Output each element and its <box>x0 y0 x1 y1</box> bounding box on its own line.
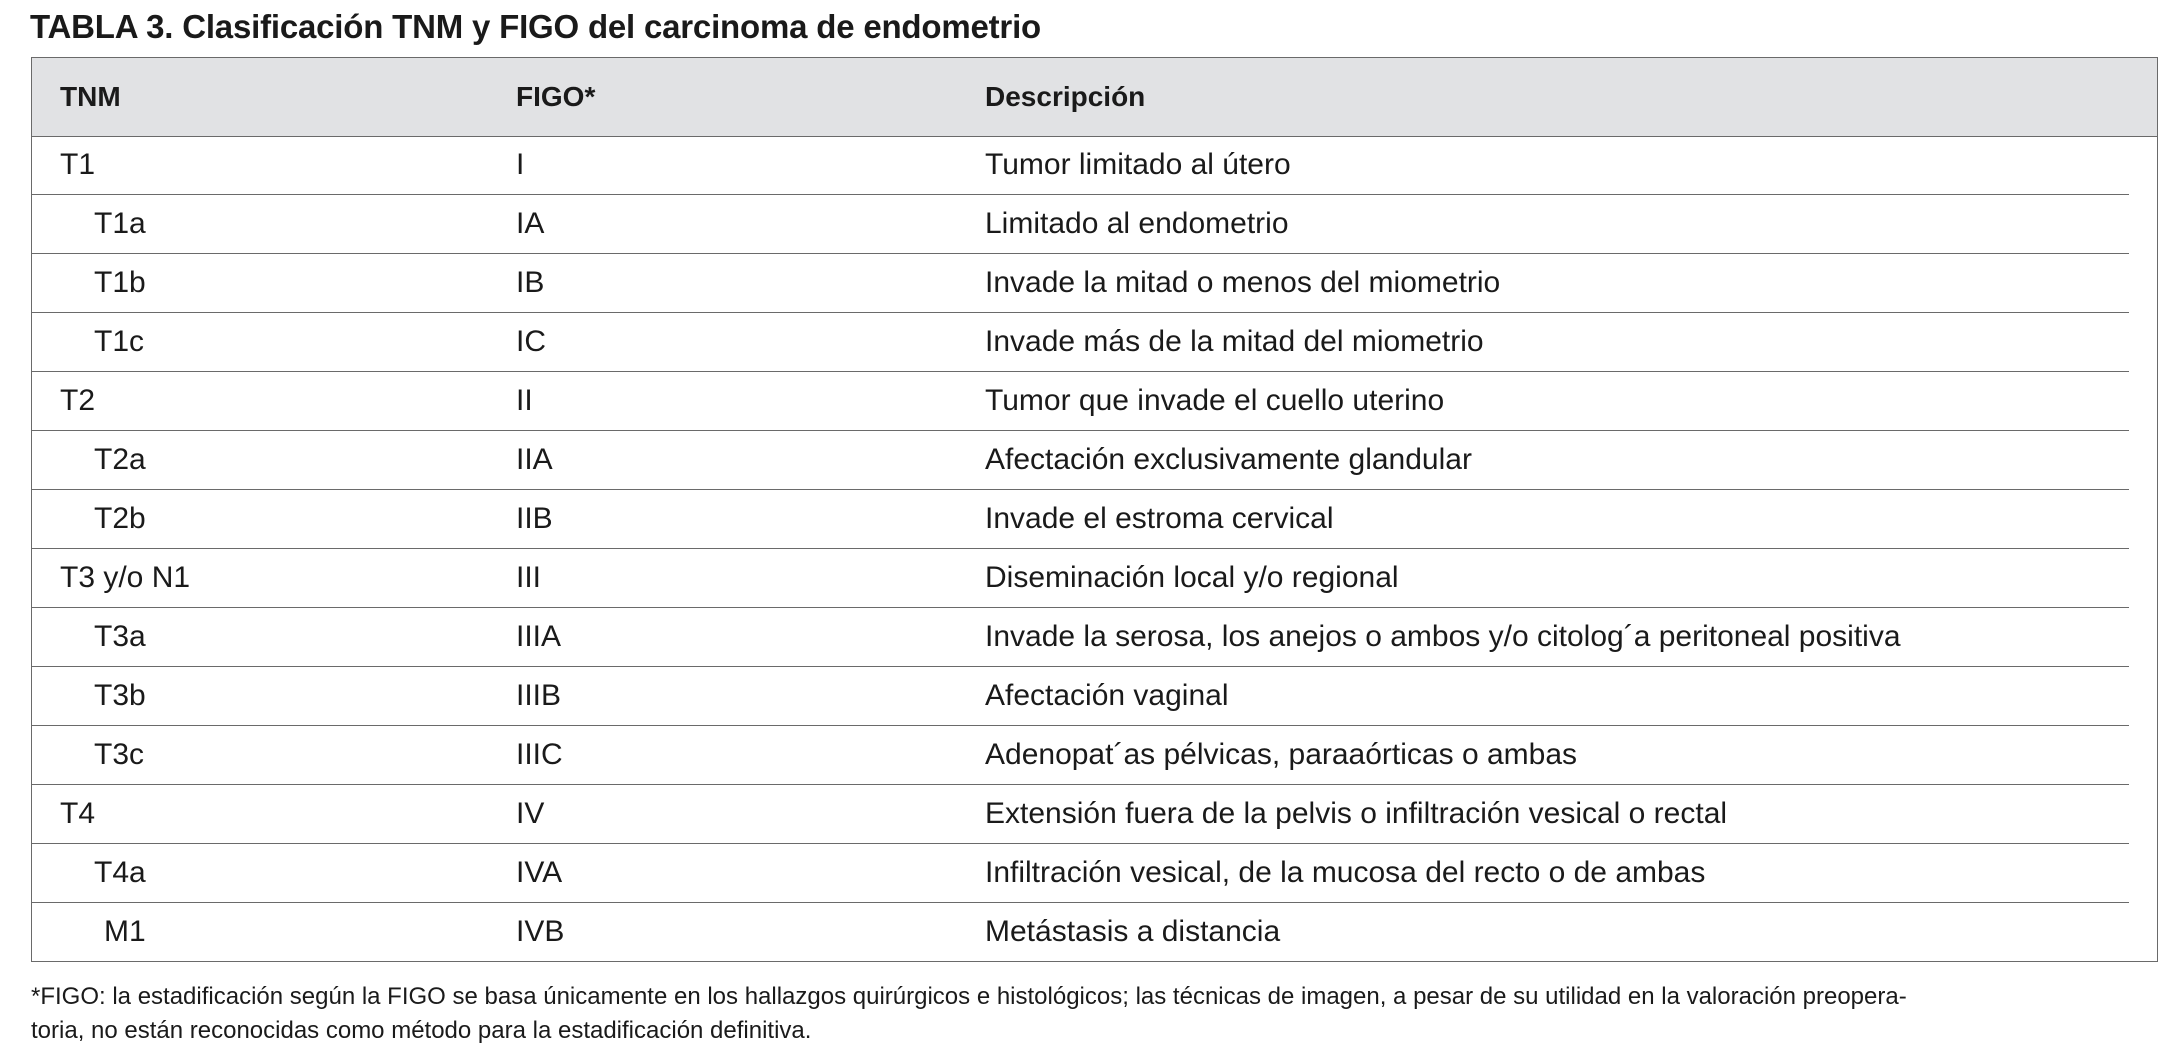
cell-figo: III <box>516 561 542 594</box>
table-title: TABLA 3. Clasificación TNM y FIGO del carcinoma de endometrio <box>30 8 1041 45</box>
cell-descripcion: Limitado al endometrio <box>985 207 1289 240</box>
table-row <box>32 313 2129 372</box>
cell-figo: IIIB <box>516 679 562 712</box>
cell-figo: II <box>516 384 533 417</box>
table-footnote <box>31 980 2158 1048</box>
cell-tnm: T1a <box>94 207 146 240</box>
table-row <box>32 372 2129 431</box>
cell-descripcion: Tumor limitado al útero <box>985 148 1291 181</box>
cell-tnm: T4a <box>94 856 146 889</box>
cell-tnm: T1 <box>60 148 96 181</box>
cell-tnm: M1 <box>104 915 146 948</box>
footnote-line-1: *FIGO: la estadificación según la FIGO se basa únicamente en los hallazgos quirúrgicos e histológicos; las técnicas de imagen, a pesar de su utilidad en la valoración preopera- <box>31 983 1907 1010</box>
cell-figo: IC <box>516 325 546 358</box>
cell-figo: IIIC <box>516 738 563 771</box>
cell-figo: IIA <box>516 443 553 476</box>
footnote-line-2: toria, no están reconocidas como método para la estadificación definitiva. <box>31 1017 812 1044</box>
classification-table <box>31 57 2158 962</box>
table-row <box>32 431 2129 490</box>
cell-tnm: T4 <box>60 797 96 830</box>
header-figo: FIGO* <box>516 81 596 112</box>
cell-descripcion: Afectación exclusivamente glandular <box>985 443 1472 476</box>
cell-descripcion: Diseminación local y/o regional <box>985 561 1399 594</box>
cell-descripcion: Invade el estroma cervical <box>985 502 1334 535</box>
cell-figo: IVB <box>516 915 565 948</box>
cell-figo: I <box>516 148 525 181</box>
table-row <box>32 490 2129 549</box>
cell-tnm: T3a <box>94 620 146 653</box>
table-row <box>32 785 2129 844</box>
table-row <box>32 903 2129 962</box>
table-header-row <box>32 58 2157 137</box>
table-row <box>32 195 2129 254</box>
cell-descripcion: Tumor que invade el cuello uterino <box>985 384 1445 417</box>
cell-descripcion: Invade la serosa, los anejos o ambos y/o citolog´a peritoneal positiva <box>985 620 1901 653</box>
cell-descripcion: Extensión fuera de la pelvis o infiltración vesical o rectal <box>985 797 1728 830</box>
cell-tnm: T1c <box>94 325 145 358</box>
table-row <box>32 608 2129 667</box>
cell-figo: IVA <box>516 856 563 889</box>
header-tnm: TNM <box>60 81 121 112</box>
table-row <box>32 254 2129 313</box>
cell-descripcion: Adenopat´as pélvicas, paraaórticas o ambas <box>985 738 1578 771</box>
cell-descripcion: Metástasis a distancia <box>985 915 1281 948</box>
cell-figo: IIIA <box>516 620 562 653</box>
table-row <box>32 726 2129 785</box>
table-row <box>32 667 2129 726</box>
cell-figo: IV <box>516 797 545 830</box>
cell-figo: IB <box>516 266 545 299</box>
cell-descripcion: Afectación vaginal <box>985 679 1229 712</box>
cell-tnm: T2 <box>60 384 96 417</box>
cell-figo: IA <box>516 207 545 240</box>
cell-descripcion: Infiltración vesical, de la mucosa del recto o de ambas <box>985 856 1706 889</box>
cell-descripcion: Invade la mitad o menos del miometrio <box>985 266 1501 299</box>
cell-tnm: T3b <box>94 679 146 712</box>
cell-tnm: T3 y/o N1 <box>60 561 191 594</box>
table-row <box>32 549 2129 608</box>
cell-figo: IIB <box>516 502 553 535</box>
table-row <box>32 136 2129 195</box>
table-row <box>32 844 2129 903</box>
cell-tnm: T2a <box>94 443 146 476</box>
cell-tnm: T3c <box>94 738 145 771</box>
cell-tnm: T1b <box>94 266 146 299</box>
header-descripcion: Descripción <box>985 81 1146 112</box>
cell-descripcion: Invade más de la mitad del miometrio <box>985 325 1484 358</box>
cell-tnm: T2b <box>94 502 146 535</box>
